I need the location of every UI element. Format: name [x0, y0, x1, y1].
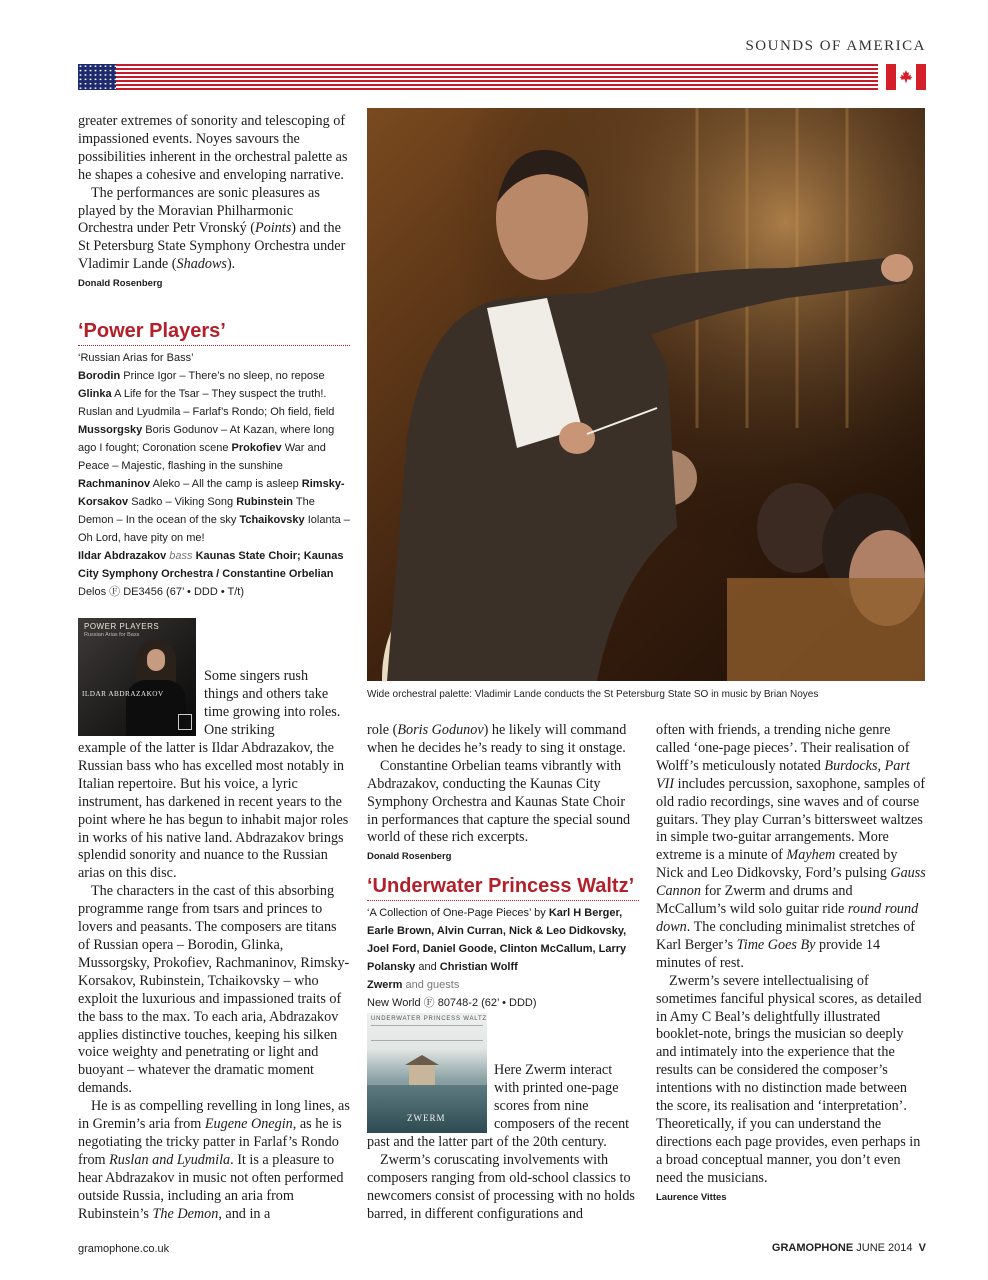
track-list: Borodin Prince Igor – There’s no sleep, no repose Glinka A Life for the Tsar – They suspect the truth!. Ruslan and Lyudmila – Farlaf’s Rondo; Oh field, field Mussorgsky Boris Godunov – At Kazan, where long ago I fought; Coronation scene Prokofiev War and Peace – Majestic, flashing in the sunshine Rachmaninov Aleko – All the camp is asleep Rimsky-Korsakov Sadko – Viking Song Rubinstein The Demon – In the ocean of the sky Tchaikovsky Iolanta – Oh Lord, have pity on me! [78, 370, 350, 544]
us-flag-stripes [78, 64, 878, 90]
column3-text [656, 722, 926, 1206]
paragraph: often with friends, a trending niche genre called ‘one-page pieces’. Their realisation of Wolff’s meticulously notated Burdocks, Part VII includes percussion, saxophone, samples of old radio recordings, sine waves and of course guitars. They play Curran’s bittersweet waltzes in simple two-guitar arrangements. More extreme is a minute of Mayhem created by Nick and Leo Didkovsky, Ford’s pulsing Gauss Cannon for Zwerm and drums and McCallum’s wild solo guitar ride round round down. The concluding minimalist stretches of Karl Berger’s Time Goes By provide 14 minutes of rest. [656, 722, 926, 971]
column2-text [367, 722, 639, 866]
byline: Donald Rosenberg [78, 278, 163, 290]
cover-title: POWER PLAYERS [84, 622, 160, 631]
review-info [78, 349, 350, 601]
label-line: New World Ⓕ 80748-2 (62’ • DDD) [367, 997, 537, 1009]
review-power-players [78, 320, 350, 601]
paragraph: role (Boris Godunov) he likely will command when he decides he’s ready to sing it onstage. [367, 722, 627, 756]
section-title: SOUNDS OF AMERICA [745, 38, 926, 54]
photo-caption: Wide orchestral palette: Vladimir Lande conducts the St Petersburg State SO in music by Brian Noyes [367, 689, 819, 700]
submerged-house [409, 1065, 435, 1087]
review-subtitle: ‘A Collection of One-Page Pieces’ by Karl H Berger, Earle Brown, Alvin Curran, Nick & Leo Didkovsky, Joel Ford, Daniel Goode, Clinton McCallum, Larry Polansky and Christian Wolff [367, 907, 627, 973]
magazine-name: GRAMOPHONE [771, 1242, 854, 1254]
cover-subtitle: Russian Arias for Bass [84, 632, 140, 638]
paragraph: example of the latter is Ildar Abdrazakov, the Russian bass who has excelled most notably in Italian repertoire. But his voice, a lyric instrument, has darkened in recent years to the point where he has begun to inhabit major roles in works of his native land. Abdrazakov brings splendid sonority and nuance to the Russian arias on this disc. [78, 740, 349, 882]
review-subtitle: ‘Russian Arias for Bass’ [78, 352, 194, 364]
paragraph: He is as compelling revelling in long lines, as in Gremin’s aria from Eugene Onegin, as he is negotiating the tricky patter in Farlaf’s Rondo from Ruslan and Lyudmila. It is a pleasure to hear Abdrazakov in music not often performed outside Russia, including an aria from Rubinstein’s The Demon, and in a [78, 1098, 350, 1222]
review1-body [78, 740, 350, 1223]
album-cover-power-players [78, 618, 196, 736]
review-info [367, 904, 639, 1012]
conductor-photo-illustration [367, 108, 925, 681]
byline: Laurence Vittes [656, 1191, 727, 1203]
paragraph: Zwerm’s coruscating involvements with composers ranging from old-school classics to newcomers consist of processing with no holds barred, in different configurations and [367, 1151, 635, 1222]
album-cover-underwater-princess-waltz [367, 1013, 487, 1133]
review2-wrap-text: Here Zwerm interact with printed one-page scores from nine composers of the recent [494, 1062, 630, 1132]
footer-folio [772, 1242, 926, 1254]
paragraph: past and the latter part of the 20th century. [367, 1134, 607, 1150]
canadian-flag-icon [886, 64, 926, 90]
column1-top-text [78, 113, 350, 293]
flag-banner [78, 64, 926, 90]
performers: Zwerm and guests [367, 979, 460, 991]
review-title: ‘Underwater Princess Waltz’ [367, 875, 639, 901]
paragraph: The characters in the cast of this absorbing programme range from tsars and princes to lovers and peasants. The composers are titans of Russian opera – Borodin, Glinka, Mussorgsky, Prokofiev, Rachmaninov, Rimsky-Korsakov, Rubinstein, Tchaikovsky – who exploit the luxurious and impassioned traits of the bass to the max. To each aria, Abdrazakov applies distinctive touches, keeping his silken voice weighty and penetrating or light and buoyant – whatever the dramatic moment demands. [78, 883, 350, 1097]
label-line: Delos Ⓕ DE3456 (67’ • DDD • T/t) [78, 586, 245, 598]
paragraph: Zwerm’s severe intellectualising of sometimes fanciful physical scores, as detailed in Amy C Beal’s delightfully illustrated booklet-note, brings the musician so deeply and intimately into the experience that the results can be considered the composer’s intentions with no distinction made between the score, its realisation and ‘interpretation’. Theoretically, if you can understand the directions each page provides, even perhaps in a broad conceptual manner, you don’t even need the musicians. [656, 972, 922, 1186]
page-number: V [918, 1242, 926, 1254]
cover-band: ZWERM [407, 1113, 446, 1123]
conductor-photo [367, 108, 925, 681]
review2-body [367, 1134, 639, 1224]
review-underwater-princess-waltz [367, 875, 639, 1012]
issue-date: JUNE 2014 [856, 1242, 913, 1254]
footer-website: gramophone.co.uk [78, 1243, 170, 1255]
performers: Ildar Abdrazakov bass Kaunas State Choir; Kaunas City Symphony Orchestra / Constantine Orbelian [78, 550, 344, 580]
cover-title: UNDERWATER PRINCESS WALTZ [371, 1016, 487, 1022]
label-logo-icon [178, 714, 192, 730]
paragraph: Constantine Orbelian teams vibrantly with Abdrazakov, conducting the Kaunas City Symphony Orchestra and Kaunas State Choir in performances that capture the special sound world of these rich excerpts. [367, 757, 631, 846]
us-flag-canton [78, 64, 116, 90]
byline: Donald Rosenberg [367, 851, 452, 863]
paragraph: The performances are sonic pleasures as played by the Moravian Philharmonic Orchestra under Petr Vronský (Points) and the St Petersburg State Symphony Orchestra under Vladimir Lande (Shadows). [78, 184, 346, 273]
review-title: ‘Power Players’ [78, 320, 350, 346]
review1-wrap-text: Some singers rush things and others take time growing into roles. One striking [204, 668, 341, 738]
maple-leaf-icon [898, 69, 914, 85]
cover-artist: ILDAR ABDRAZAKOV [82, 690, 164, 698]
paragraph: greater extremes of sonority and telescoping of impassioned events. Noyes savours the possibilities inherent in the orchestral palette as he shapes a cohesive and enveloping narrative. [78, 113, 348, 183]
